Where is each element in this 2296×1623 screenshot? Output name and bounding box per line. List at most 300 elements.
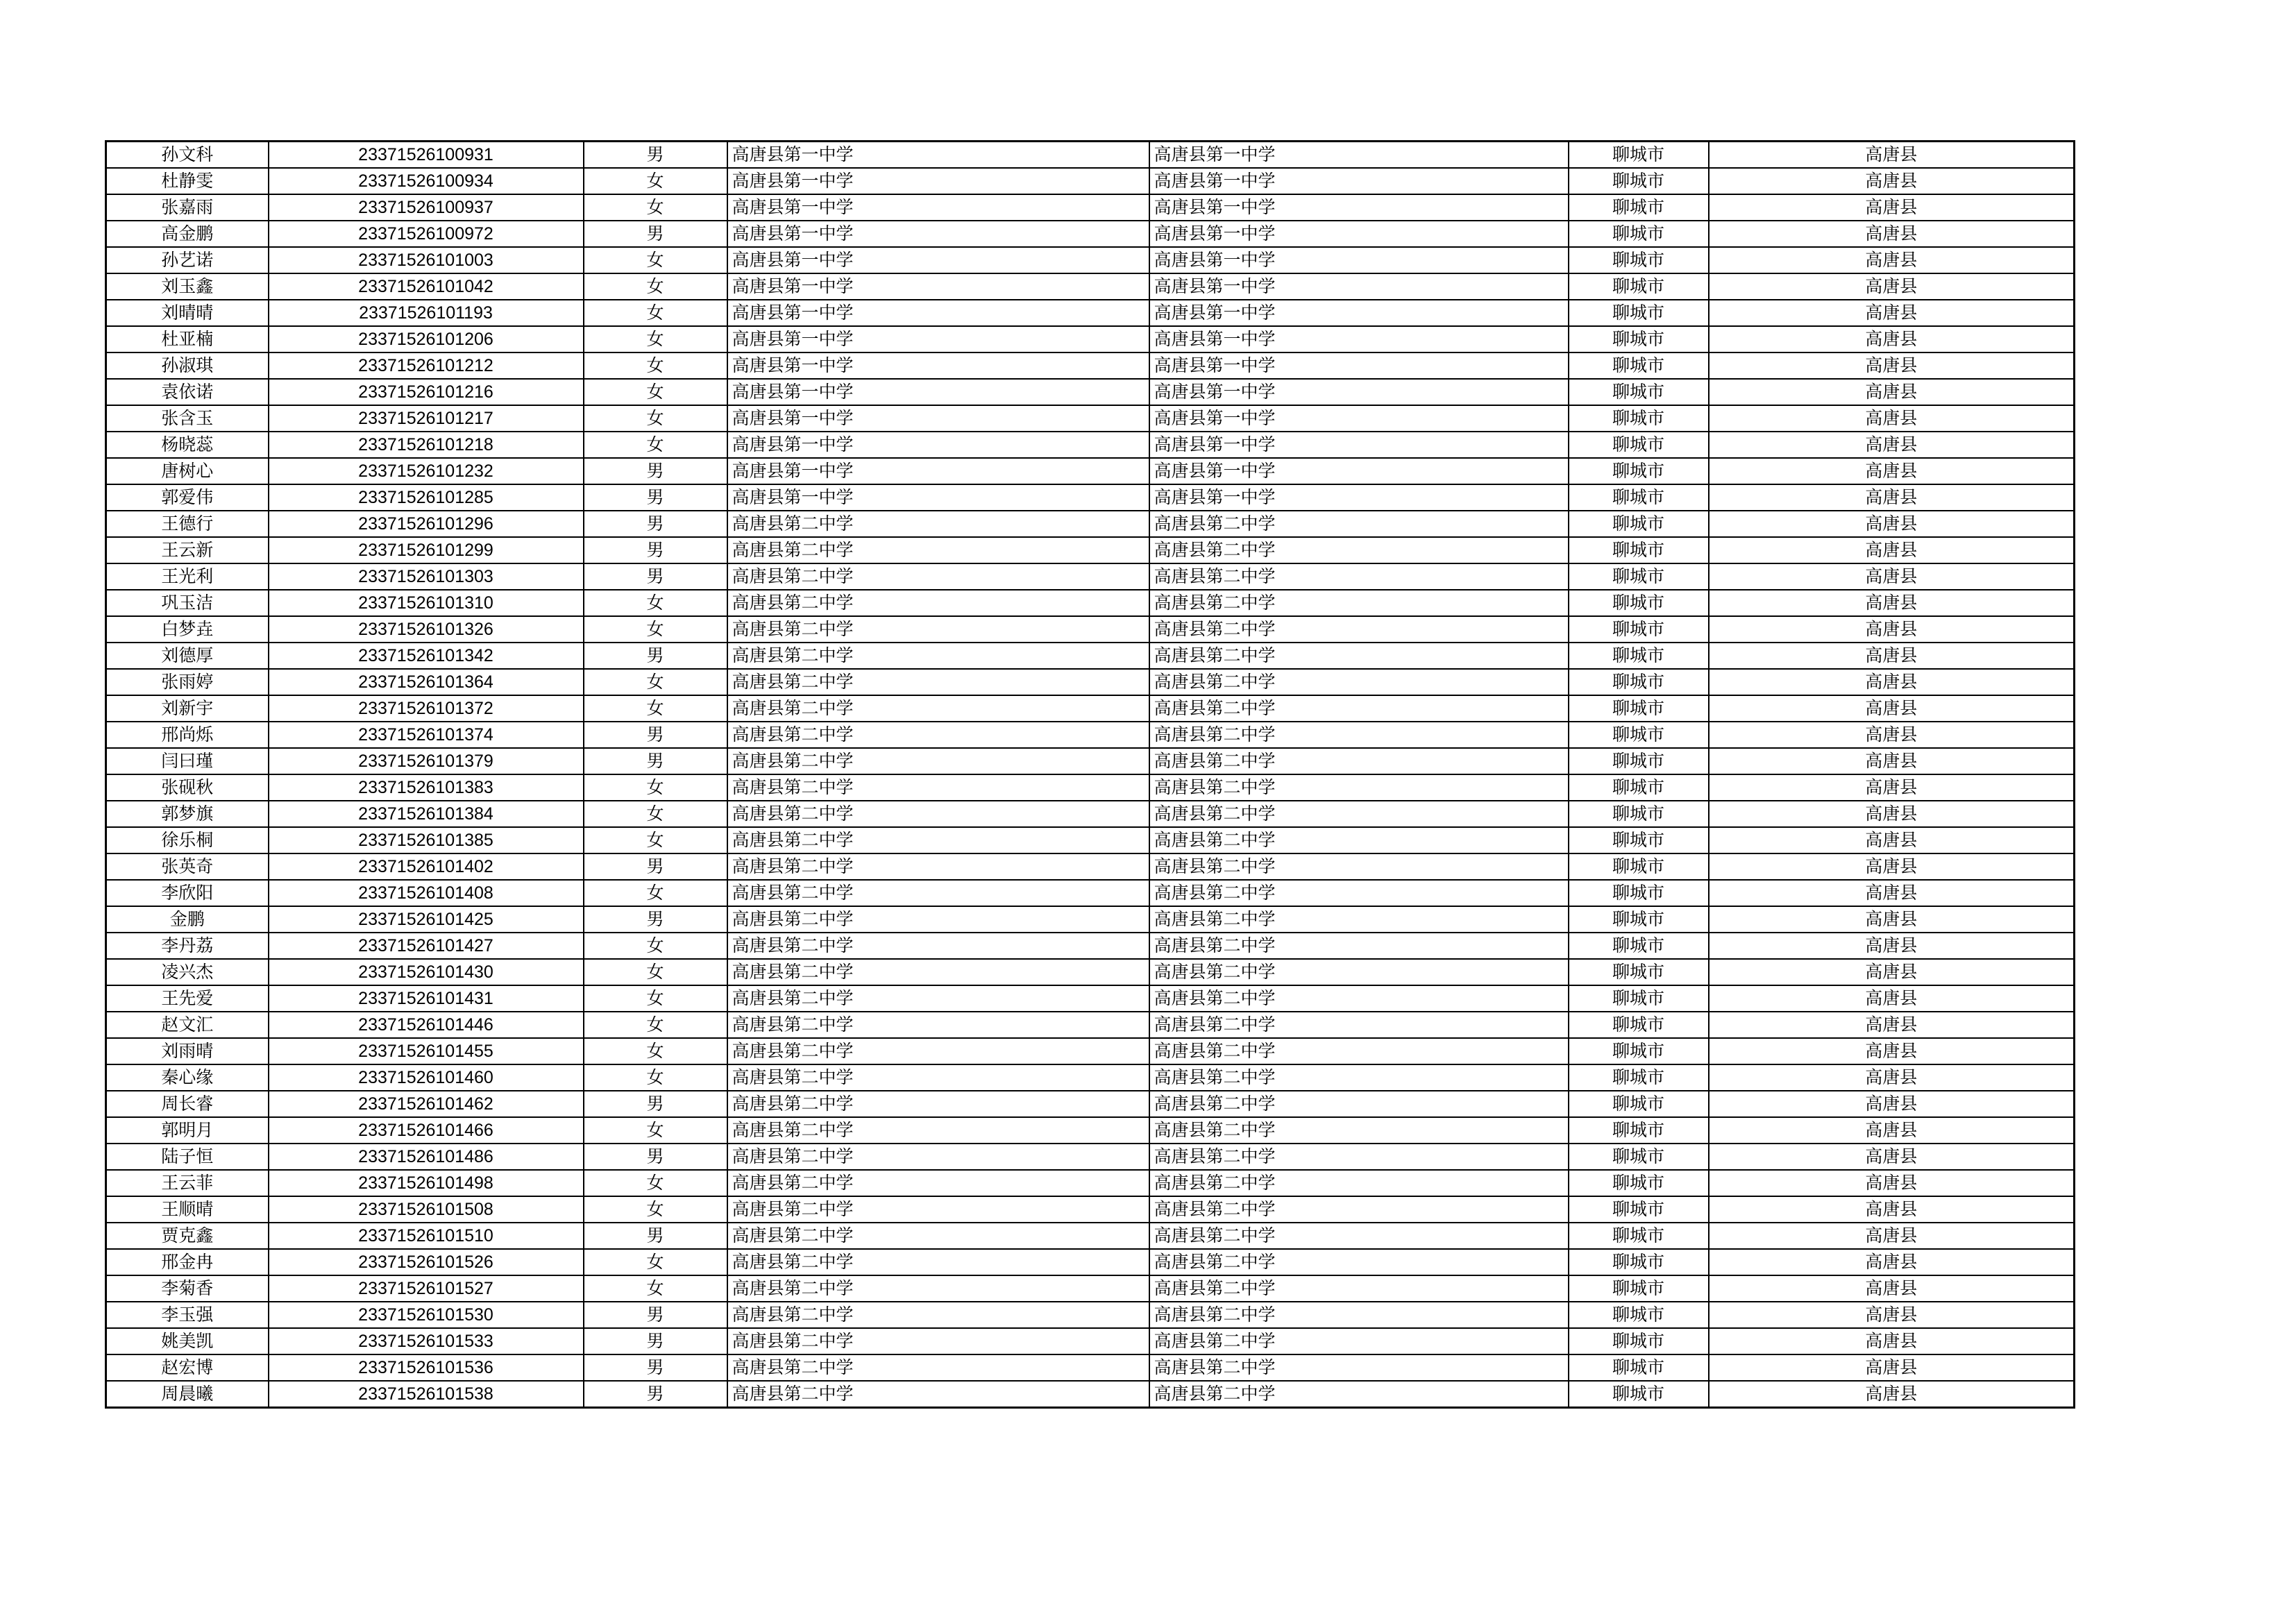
name-cell: 赵文汇 (106, 1012, 269, 1038)
exam-site-cell: 高唐县第一中学 (1149, 326, 1569, 352)
county-cell: 高唐县 (1709, 643, 2075, 669)
exam-site-cell: 高唐县第二中学 (1149, 1144, 1569, 1170)
name-cell: 巩玉洁 (106, 590, 269, 616)
table-row (106, 221, 2075, 247)
school-cell: 高唐县第二中学 (727, 985, 1149, 1012)
exam-id-cell: 23371526101408 (269, 880, 584, 906)
city-cell: 聊城市 (1569, 1354, 1709, 1381)
city-cell: 聊城市 (1569, 801, 1709, 827)
school-cell: 高唐县第二中学 (727, 563, 1149, 590)
school-cell: 高唐县第二中学 (727, 695, 1149, 722)
exam-site-cell: 高唐县第二中学 (1149, 537, 1569, 563)
county-cell: 高唐县 (1709, 1302, 2075, 1328)
gender-cell: 男 (584, 722, 727, 748)
city-cell: 聊城市 (1569, 774, 1709, 801)
name-cell: 郭梦旗 (106, 801, 269, 827)
gender-cell: 女 (584, 1012, 727, 1038)
school-cell: 高唐县第一中学 (727, 326, 1149, 352)
school-cell: 高唐县第一中学 (727, 221, 1149, 247)
table-row (106, 247, 2075, 273)
table-row (106, 1249, 2075, 1275)
exam-id-cell: 23371526101527 (269, 1275, 584, 1302)
exam-id-cell: 23371526101217 (269, 405, 584, 432)
table-row (106, 458, 2075, 484)
table-row (106, 194, 2075, 221)
exam-id-cell: 23371526101425 (269, 906, 584, 933)
city-cell: 聊城市 (1569, 1117, 1709, 1144)
name-cell: 金鹏 (106, 906, 269, 933)
county-cell: 高唐县 (1709, 1064, 2075, 1091)
name-cell: 陆子恒 (106, 1144, 269, 1170)
gender-cell: 男 (584, 1302, 727, 1328)
exam-id-cell: 23371526100931 (269, 142, 584, 169)
school-cell: 高唐县第二中学 (727, 933, 1149, 959)
city-cell: 聊城市 (1569, 326, 1709, 352)
city-cell: 聊城市 (1569, 1064, 1709, 1091)
exam-site-cell: 高唐县第一中学 (1149, 458, 1569, 484)
exam-id-cell: 23371526101455 (269, 1038, 584, 1064)
county-cell: 高唐县 (1709, 774, 2075, 801)
county-cell: 高唐县 (1709, 695, 2075, 722)
table-row (106, 1381, 2075, 1408)
table-row (106, 695, 2075, 722)
school-cell: 高唐县第二中学 (727, 1223, 1149, 1249)
gender-cell: 女 (584, 273, 727, 300)
school-cell: 高唐县第一中学 (727, 168, 1149, 194)
gender-cell: 男 (584, 1381, 727, 1408)
county-cell: 高唐县 (1709, 1170, 2075, 1196)
school-cell: 高唐县第二中学 (727, 748, 1149, 774)
city-cell: 聊城市 (1569, 1012, 1709, 1038)
exam-site-cell: 高唐县第一中学 (1149, 484, 1569, 511)
county-cell: 高唐县 (1709, 511, 2075, 537)
gender-cell: 女 (584, 1064, 727, 1091)
name-cell: 高金鹏 (106, 221, 269, 247)
exam-site-cell: 高唐县第二中学 (1149, 1091, 1569, 1117)
exam-id-cell: 23371526101460 (269, 1064, 584, 1091)
school-cell: 高唐县第二中学 (727, 1196, 1149, 1223)
exam-site-cell: 高唐县第二中学 (1149, 695, 1569, 722)
name-cell: 邢金冉 (106, 1249, 269, 1275)
city-cell: 聊城市 (1569, 669, 1709, 695)
exam-id-cell: 23371526101218 (269, 432, 584, 458)
gender-cell: 男 (584, 537, 727, 563)
county-cell: 高唐县 (1709, 1144, 2075, 1170)
table-row (106, 933, 2075, 959)
name-cell: 郭明月 (106, 1117, 269, 1144)
gender-cell: 男 (584, 1354, 727, 1381)
school-cell: 高唐县第二中学 (727, 1144, 1149, 1170)
exam-site-cell: 高唐县第一中学 (1149, 300, 1569, 326)
county-cell: 高唐县 (1709, 880, 2075, 906)
name-cell: 唐树心 (106, 458, 269, 484)
county-cell: 高唐县 (1709, 1196, 2075, 1223)
table-row (106, 722, 2075, 748)
gender-cell: 男 (584, 1091, 727, 1117)
county-cell: 高唐县 (1709, 722, 2075, 748)
city-cell: 聊城市 (1569, 959, 1709, 985)
county-cell: 高唐县 (1709, 563, 2075, 590)
name-cell: 凌兴杰 (106, 959, 269, 985)
exam-site-cell: 高唐县第二中学 (1149, 1038, 1569, 1064)
school-cell: 高唐县第二中学 (727, 1381, 1149, 1408)
exam-id-cell: 23371526101430 (269, 959, 584, 985)
county-cell: 高唐县 (1709, 985, 2075, 1012)
table-row (106, 801, 2075, 827)
school-cell: 高唐县第二中学 (727, 1012, 1149, 1038)
county-cell: 高唐县 (1709, 142, 2075, 169)
school-cell: 高唐县第一中学 (727, 484, 1149, 511)
gender-cell: 女 (584, 801, 727, 827)
school-cell: 高唐县第二中学 (727, 1249, 1149, 1275)
name-cell: 闫曰瑾 (106, 748, 269, 774)
table-row (106, 563, 2075, 590)
city-cell: 聊城市 (1569, 273, 1709, 300)
exam-site-cell: 高唐县第二中学 (1149, 853, 1569, 880)
county-cell: 高唐县 (1709, 1223, 2075, 1249)
school-cell: 高唐县第二中学 (727, 774, 1149, 801)
exam-id-cell: 23371526101498 (269, 1170, 584, 1196)
school-cell: 高唐县第一中学 (727, 247, 1149, 273)
school-cell: 高唐县第二中学 (727, 511, 1149, 537)
city-cell: 聊城市 (1569, 1275, 1709, 1302)
city-cell: 聊城市 (1569, 853, 1709, 880)
name-cell: 孙艺诺 (106, 247, 269, 273)
city-cell: 聊城市 (1569, 1091, 1709, 1117)
school-cell: 高唐县第二中学 (727, 616, 1149, 643)
exam-id-cell: 23371526100934 (269, 168, 584, 194)
name-cell: 王德行 (106, 511, 269, 537)
gender-cell: 女 (584, 1117, 727, 1144)
table-row (106, 1223, 2075, 1249)
name-cell: 王云菲 (106, 1170, 269, 1196)
exam-site-cell: 高唐县第一中学 (1149, 142, 1569, 169)
gender-cell: 女 (584, 300, 727, 326)
city-cell: 聊城市 (1569, 379, 1709, 405)
name-cell: 张雨婷 (106, 669, 269, 695)
name-cell: 刘玉鑫 (106, 273, 269, 300)
table-row (106, 1117, 2075, 1144)
exam-site-cell: 高唐县第一中学 (1149, 352, 1569, 379)
exam-id-cell: 23371526101342 (269, 643, 584, 669)
county-cell: 高唐县 (1709, 458, 2075, 484)
county-cell: 高唐县 (1709, 432, 2075, 458)
exam-site-cell: 高唐县第二中学 (1149, 827, 1569, 853)
table-row (106, 273, 2075, 300)
exam-id-cell: 23371526101379 (269, 748, 584, 774)
city-cell: 聊城市 (1569, 432, 1709, 458)
name-cell: 刘新宇 (106, 695, 269, 722)
table-row (106, 959, 2075, 985)
county-cell: 高唐县 (1709, 168, 2075, 194)
exam-id-cell: 23371526100972 (269, 221, 584, 247)
table-row (106, 1038, 2075, 1064)
exam-site-cell: 高唐县第二中学 (1149, 563, 1569, 590)
table-row (106, 1144, 2075, 1170)
exam-site-cell: 高唐县第二中学 (1149, 616, 1569, 643)
exam-id-cell: 23371526101374 (269, 722, 584, 748)
county-cell: 高唐县 (1709, 1328, 2075, 1354)
exam-site-cell: 高唐县第一中学 (1149, 273, 1569, 300)
gender-cell: 男 (584, 221, 727, 247)
county-cell: 高唐县 (1709, 1249, 2075, 1275)
gender-cell: 男 (584, 748, 727, 774)
table-row (106, 1170, 2075, 1196)
county-cell: 高唐县 (1709, 1012, 2075, 1038)
table-row (106, 1302, 2075, 1328)
exam-site-cell: 高唐县第一中学 (1149, 221, 1569, 247)
table-row (106, 300, 2075, 326)
school-cell: 高唐县第一中学 (727, 458, 1149, 484)
city-cell: 聊城市 (1569, 352, 1709, 379)
city-cell: 聊城市 (1569, 722, 1709, 748)
county-cell: 高唐县 (1709, 669, 2075, 695)
exam-id-cell: 23371526101326 (269, 616, 584, 643)
exam-site-cell: 高唐县第二中学 (1149, 985, 1569, 1012)
school-cell: 高唐县第二中学 (727, 853, 1149, 880)
city-cell: 聊城市 (1569, 405, 1709, 432)
exam-site-cell: 高唐县第一中学 (1149, 379, 1569, 405)
table-row (106, 853, 2075, 880)
table-row (106, 352, 2075, 379)
exam-id-cell: 23371526101216 (269, 379, 584, 405)
gender-cell: 女 (584, 616, 727, 643)
name-cell: 王先爱 (106, 985, 269, 1012)
exam-site-cell: 高唐县第二中学 (1149, 722, 1569, 748)
table-row (106, 1196, 2075, 1223)
table-row (106, 168, 2075, 194)
school-cell: 高唐县第二中学 (727, 1117, 1149, 1144)
table-row (106, 669, 2075, 695)
county-cell: 高唐县 (1709, 1381, 2075, 1408)
name-cell: 赵宏博 (106, 1354, 269, 1381)
city-cell: 聊城市 (1569, 511, 1709, 537)
gender-cell: 女 (584, 933, 727, 959)
city-cell: 聊城市 (1569, 247, 1709, 273)
exam-site-cell: 高唐县第二中学 (1149, 1117, 1569, 1144)
table-body (106, 142, 2075, 1408)
name-cell: 袁依诺 (106, 379, 269, 405)
gender-cell: 女 (584, 432, 727, 458)
table-row (106, 616, 2075, 643)
city-cell: 聊城市 (1569, 537, 1709, 563)
gender-cell: 女 (584, 695, 727, 722)
city-cell: 聊城市 (1569, 985, 1709, 1012)
exam-id-cell: 23371526101383 (269, 774, 584, 801)
name-cell: 杜亚楠 (106, 326, 269, 352)
exam-site-cell: 高唐县第一中学 (1149, 247, 1569, 273)
exam-site-cell: 高唐县第一中学 (1149, 432, 1569, 458)
exam-id-cell: 23371526101510 (269, 1223, 584, 1249)
school-cell: 高唐县第一中学 (727, 352, 1149, 379)
school-cell: 高唐县第二中学 (727, 643, 1149, 669)
name-cell: 周晨曦 (106, 1381, 269, 1408)
exam-site-cell: 高唐县第二中学 (1149, 933, 1569, 959)
table-row (106, 643, 2075, 669)
city-cell: 聊城市 (1569, 142, 1709, 169)
table-row (106, 432, 2075, 458)
city-cell: 聊城市 (1569, 590, 1709, 616)
city-cell: 聊城市 (1569, 1170, 1709, 1196)
city-cell: 聊城市 (1569, 695, 1709, 722)
exam-id-cell: 23371526101526 (269, 1249, 584, 1275)
gender-cell: 男 (584, 906, 727, 933)
exam-id-cell: 23371526101486 (269, 1144, 584, 1170)
school-cell: 高唐县第二中学 (727, 1275, 1149, 1302)
exam-id-cell: 23371526101446 (269, 1012, 584, 1038)
gender-cell: 女 (584, 959, 727, 985)
table-row (106, 906, 2075, 933)
school-cell: 高唐县第一中学 (727, 300, 1149, 326)
school-cell: 高唐县第一中学 (727, 194, 1149, 221)
name-cell: 刘晴晴 (106, 300, 269, 326)
school-cell: 高唐县第二中学 (727, 906, 1149, 933)
city-cell: 聊城市 (1569, 827, 1709, 853)
name-cell: 贾克鑫 (106, 1223, 269, 1249)
table-row (106, 484, 2075, 511)
exam-id-cell: 23371526101385 (269, 827, 584, 853)
county-cell: 高唐县 (1709, 1275, 2075, 1302)
county-cell: 高唐县 (1709, 405, 2075, 432)
county-cell: 高唐县 (1709, 484, 2075, 511)
table-row (106, 142, 2075, 169)
exam-id-cell: 23371526101427 (269, 933, 584, 959)
name-cell: 刘德厚 (106, 643, 269, 669)
exam-site-cell: 高唐县第二中学 (1149, 1302, 1569, 1328)
school-cell: 高唐县第一中学 (727, 432, 1149, 458)
name-cell: 杨晓蕊 (106, 432, 269, 458)
county-cell: 高唐县 (1709, 827, 2075, 853)
school-cell: 高唐县第二中学 (727, 959, 1149, 985)
table-row (106, 985, 2075, 1012)
city-cell: 聊城市 (1569, 933, 1709, 959)
exam-id-cell: 23371526101303 (269, 563, 584, 590)
name-cell: 周长睿 (106, 1091, 269, 1117)
table-row (106, 1275, 2075, 1302)
exam-id-cell: 23371526101003 (269, 247, 584, 273)
gender-cell: 女 (584, 590, 727, 616)
gender-cell: 男 (584, 1223, 727, 1249)
exam-id-cell: 23371526101538 (269, 1381, 584, 1408)
county-cell: 高唐县 (1709, 959, 2075, 985)
name-cell: 李丹荔 (106, 933, 269, 959)
exam-id-cell: 23371526101466 (269, 1117, 584, 1144)
exam-id-cell: 23371526101402 (269, 853, 584, 880)
exam-site-cell: 高唐县第二中学 (1149, 1012, 1569, 1038)
gender-cell: 女 (584, 168, 727, 194)
name-cell: 张砚秋 (106, 774, 269, 801)
gender-cell: 女 (584, 352, 727, 379)
gender-cell: 男 (584, 643, 727, 669)
gender-cell: 女 (584, 379, 727, 405)
table-row (106, 774, 2075, 801)
exam-site-cell: 高唐县第二中学 (1149, 1328, 1569, 1354)
city-cell: 聊城市 (1569, 748, 1709, 774)
school-cell: 高唐县第二中学 (727, 827, 1149, 853)
table-row (106, 1328, 2075, 1354)
gender-cell: 女 (584, 1249, 727, 1275)
student-table (105, 140, 2075, 1409)
school-cell: 高唐县第二中学 (727, 1091, 1149, 1117)
county-cell: 高唐县 (1709, 801, 2075, 827)
gender-cell: 女 (584, 194, 727, 221)
exam-id-cell: 23371526101042 (269, 273, 584, 300)
exam-site-cell: 高唐县第二中学 (1149, 1381, 1569, 1408)
table-row (106, 1091, 2075, 1117)
county-cell: 高唐县 (1709, 616, 2075, 643)
exam-site-cell: 高唐县第二中学 (1149, 880, 1569, 906)
exam-id-cell: 23371526101372 (269, 695, 584, 722)
exam-site-cell: 高唐县第二中学 (1149, 906, 1569, 933)
name-cell: 王光利 (106, 563, 269, 590)
county-cell: 高唐县 (1709, 326, 2075, 352)
gender-cell: 男 (584, 1328, 727, 1354)
gender-cell: 女 (584, 1038, 727, 1064)
city-cell: 聊城市 (1569, 1223, 1709, 1249)
county-cell: 高唐县 (1709, 352, 2075, 379)
name-cell: 张含玉 (106, 405, 269, 432)
table-row (106, 511, 2075, 537)
city-cell: 聊城市 (1569, 1038, 1709, 1064)
name-cell: 张嘉雨 (106, 194, 269, 221)
exam-id-cell: 23371526101299 (269, 537, 584, 563)
name-cell: 李玉强 (106, 1302, 269, 1328)
table-row (106, 537, 2075, 563)
city-cell: 聊城市 (1569, 1302, 1709, 1328)
exam-id-cell: 23371526101310 (269, 590, 584, 616)
exam-site-cell: 高唐县第二中学 (1149, 590, 1569, 616)
gender-cell: 男 (584, 853, 727, 880)
name-cell: 刘雨晴 (106, 1038, 269, 1064)
exam-site-cell: 高唐县第一中学 (1149, 168, 1569, 194)
county-cell: 高唐县 (1709, 853, 2075, 880)
table-row (106, 379, 2075, 405)
table-row (106, 1012, 2075, 1038)
city-cell: 聊城市 (1569, 1328, 1709, 1354)
exam-id-cell: 23371526101384 (269, 801, 584, 827)
county-cell: 高唐县 (1709, 300, 2075, 326)
exam-id-cell: 23371526101431 (269, 985, 584, 1012)
table-row (106, 1354, 2075, 1381)
name-cell: 秦心缘 (106, 1064, 269, 1091)
gender-cell: 女 (584, 669, 727, 695)
exam-site-cell: 高唐县第二中学 (1149, 1064, 1569, 1091)
school-cell: 高唐县第一中学 (727, 273, 1149, 300)
exam-site-cell: 高唐县第二中学 (1149, 959, 1569, 985)
exam-id-cell: 23371526101530 (269, 1302, 584, 1328)
school-cell: 高唐县第二中学 (727, 1038, 1149, 1064)
table-row (106, 590, 2075, 616)
gender-cell: 男 (584, 484, 727, 511)
city-cell: 聊城市 (1569, 458, 1709, 484)
city-cell: 聊城市 (1569, 616, 1709, 643)
school-cell: 高唐县第一中学 (727, 379, 1149, 405)
name-cell: 李欣阳 (106, 880, 269, 906)
city-cell: 聊城市 (1569, 300, 1709, 326)
city-cell: 聊城市 (1569, 194, 1709, 221)
exam-id-cell: 23371526101206 (269, 326, 584, 352)
county-cell: 高唐县 (1709, 1117, 2075, 1144)
exam-site-cell: 高唐县第二中学 (1149, 1170, 1569, 1196)
county-cell: 高唐县 (1709, 933, 2075, 959)
exam-site-cell: 高唐县第二中学 (1149, 774, 1569, 801)
name-cell: 姚美凯 (106, 1328, 269, 1354)
school-cell: 高唐县第二中学 (727, 669, 1149, 695)
city-cell: 聊城市 (1569, 221, 1709, 247)
city-cell: 聊城市 (1569, 1196, 1709, 1223)
exam-id-cell: 23371526100937 (269, 194, 584, 221)
school-cell: 高唐县第一中学 (727, 142, 1149, 169)
